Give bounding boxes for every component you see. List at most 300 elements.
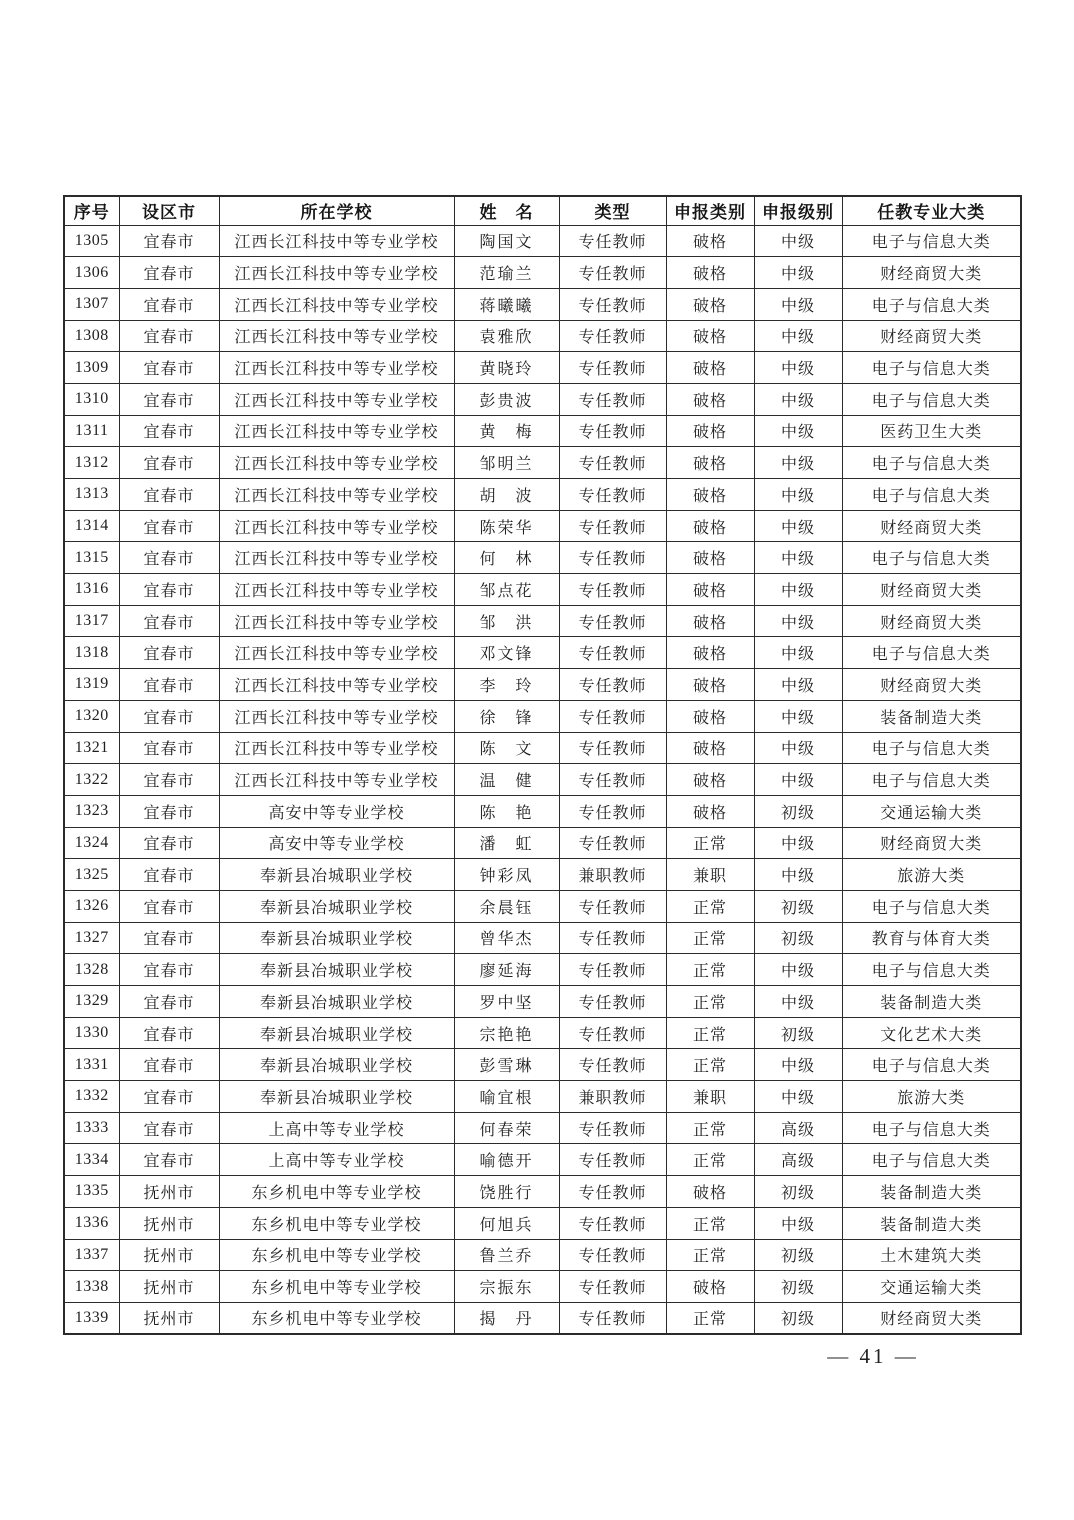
cell-major_category: 电子与信息大类 [842, 954, 1021, 986]
cell-school: 奉新县冶城职业学校 [219, 986, 454, 1018]
cell-city: 宜春市 [119, 795, 219, 827]
cell-apply_category: 破格 [666, 1176, 754, 1208]
cell-index: 1329 [64, 986, 119, 1018]
cell-type: 专任教师 [559, 1207, 666, 1239]
cell-city: 宜春市 [119, 225, 219, 257]
cell-type: 专任教师 [559, 320, 666, 352]
cell-apply_category: 正常 [666, 954, 754, 986]
column-header-apply_category: 申报类别 [666, 196, 754, 225]
cell-school: 东乡机电中等专业学校 [219, 1176, 454, 1208]
cell-major_category: 电子与信息大类 [842, 352, 1021, 384]
cell-major_category: 电子与信息大类 [842, 542, 1021, 574]
cell-name: 喻宜根 [454, 1081, 559, 1113]
cell-apply_category: 破格 [666, 732, 754, 764]
cell-school: 江西长江科技中等专业学校 [219, 669, 454, 701]
column-header-city: 设区市 [119, 196, 219, 225]
cell-name: 蒋曦曦 [454, 288, 559, 320]
cell-type: 专任教师 [559, 764, 666, 796]
cell-index: 1331 [64, 1049, 119, 1081]
cell-apply_level: 中级 [754, 574, 842, 606]
cell-apply_category: 破格 [666, 447, 754, 479]
cell-apply_level: 初级 [754, 890, 842, 922]
cell-apply_category: 正常 [666, 1112, 754, 1144]
cell-name: 鲁兰乔 [454, 1239, 559, 1271]
cell-type: 专任教师 [559, 383, 666, 415]
cell-name: 袁雅欣 [454, 320, 559, 352]
cell-type: 专任教师 [559, 986, 666, 1018]
cell-type: 兼职教师 [559, 1081, 666, 1113]
cell-school: 江西长江科技中等专业学校 [219, 415, 454, 447]
cell-school: 东乡机电中等专业学校 [219, 1239, 454, 1271]
cell-major_category: 电子与信息大类 [842, 890, 1021, 922]
cell-apply_level: 高级 [754, 1112, 842, 1144]
cell-name: 陈荣华 [454, 510, 559, 542]
cell-apply_category: 破格 [666, 1271, 754, 1303]
cell-apply_level: 中级 [754, 859, 842, 891]
cell-city: 宜春市 [119, 890, 219, 922]
table-row [64, 1049, 1021, 1081]
cell-index: 1308 [64, 320, 119, 352]
cell-apply_category: 破格 [666, 479, 754, 511]
cell-city: 宜春市 [119, 859, 219, 891]
table-row [64, 1271, 1021, 1303]
table-row [64, 225, 1021, 257]
cell-type: 专任教师 [559, 637, 666, 669]
cell-apply_level: 中级 [754, 605, 842, 637]
cell-school: 江西长江科技中等专业学校 [219, 764, 454, 796]
cell-name: 邹明兰 [454, 447, 559, 479]
cell-major_category: 电子与信息大类 [842, 447, 1021, 479]
cell-apply_category: 破格 [666, 510, 754, 542]
cell-city: 宜春市 [119, 1081, 219, 1113]
cell-city: 宜春市 [119, 479, 219, 511]
table-row [64, 1207, 1021, 1239]
cell-school: 高安中等专业学校 [219, 795, 454, 827]
cell-apply_category: 正常 [666, 1017, 754, 1049]
cell-apply_category: 破格 [666, 764, 754, 796]
cell-major_category: 电子与信息大类 [842, 225, 1021, 257]
cell-city: 宜春市 [119, 447, 219, 479]
cell-school: 江西长江科技中等专业学校 [219, 510, 454, 542]
column-header-name: 姓 名 [454, 196, 559, 225]
cell-major_category: 电子与信息大类 [842, 479, 1021, 511]
cell-school: 江西长江科技中等专业学校 [219, 574, 454, 606]
cell-apply_category: 正常 [666, 1207, 754, 1239]
cell-apply_level: 中级 [754, 479, 842, 511]
cell-school: 上高中等专业学校 [219, 1144, 454, 1176]
cell-major_category: 财经商贸大类 [842, 1302, 1021, 1334]
cell-school: 江西长江科技中等专业学校 [219, 383, 454, 415]
table-row [64, 1176, 1021, 1208]
cell-index: 1338 [64, 1271, 119, 1303]
cell-city: 宜春市 [119, 1049, 219, 1081]
cell-index: 1313 [64, 479, 119, 511]
table-row [64, 827, 1021, 859]
cell-apply_level: 中级 [754, 542, 842, 574]
cell-apply_level: 初级 [754, 1176, 842, 1208]
table-row [64, 954, 1021, 986]
cell-name: 胡 波 [454, 479, 559, 511]
cell-apply_category: 正常 [666, 1239, 754, 1271]
cell-school: 江西长江科技中等专业学校 [219, 637, 454, 669]
cell-major_category: 电子与信息大类 [842, 1112, 1021, 1144]
cell-school: 江西长江科技中等专业学校 [219, 447, 454, 479]
column-header-major_category: 任教专业大类 [842, 196, 1021, 225]
table-row [64, 1144, 1021, 1176]
cell-major_category: 教育与体育大类 [842, 922, 1021, 954]
cell-city: 宜春市 [119, 605, 219, 637]
cell-city: 宜春市 [119, 574, 219, 606]
cell-index: 1332 [64, 1081, 119, 1113]
cell-index: 1317 [64, 605, 119, 637]
cell-major_category: 电子与信息大类 [842, 1144, 1021, 1176]
cell-apply_level: 中级 [754, 447, 842, 479]
cell-school: 奉新县冶城职业学校 [219, 1049, 454, 1081]
cell-name: 彭贵波 [454, 383, 559, 415]
cell-index: 1335 [64, 1176, 119, 1208]
cell-school: 奉新县冶城职业学校 [219, 954, 454, 986]
cell-apply_level: 初级 [754, 1271, 842, 1303]
table-row [64, 479, 1021, 511]
cell-apply_category: 正常 [666, 827, 754, 859]
cell-name: 何 林 [454, 542, 559, 574]
cell-apply_category: 正常 [666, 1144, 754, 1176]
cell-name: 陈 艳 [454, 795, 559, 827]
cell-apply_level: 中级 [754, 288, 842, 320]
table-row [64, 669, 1021, 701]
cell-name: 喻德开 [454, 1144, 559, 1176]
table-body [64, 225, 1021, 1334]
cell-name: 彭雪琳 [454, 1049, 559, 1081]
cell-city: 宜春市 [119, 922, 219, 954]
cell-school: 奉新县冶城职业学校 [219, 1017, 454, 1049]
cell-apply_level: 中级 [754, 637, 842, 669]
table-row [64, 986, 1021, 1018]
table-row [64, 1302, 1021, 1334]
cell-city: 宜春市 [119, 1112, 219, 1144]
cell-name: 钟彩凤 [454, 859, 559, 891]
table-row [64, 574, 1021, 606]
cell-city: 宜春市 [119, 542, 219, 574]
cell-major_category: 财经商贸大类 [842, 605, 1021, 637]
cell-type: 专任教师 [559, 1176, 666, 1208]
table-row [64, 1017, 1021, 1049]
cell-apply_level: 中级 [754, 1207, 842, 1239]
cell-name: 范瑜兰 [454, 257, 559, 289]
cell-index: 1315 [64, 542, 119, 574]
cell-type: 专任教师 [559, 1112, 666, 1144]
cell-type: 专任教师 [559, 700, 666, 732]
cell-major_category: 财经商贸大类 [842, 827, 1021, 859]
cell-school: 奉新县冶城职业学校 [219, 1081, 454, 1113]
cell-city: 宜春市 [119, 827, 219, 859]
table-row [64, 922, 1021, 954]
table-row [64, 605, 1021, 637]
table-row [64, 795, 1021, 827]
cell-apply_level: 中级 [754, 1081, 842, 1113]
cell-name: 徐 锋 [454, 700, 559, 732]
cell-school: 奉新县冶城职业学校 [219, 922, 454, 954]
cell-major_category: 财经商贸大类 [842, 510, 1021, 542]
table-row [64, 257, 1021, 289]
cell-type: 专任教师 [559, 795, 666, 827]
cell-apply_level: 中级 [754, 320, 842, 352]
cell-city: 宜春市 [119, 415, 219, 447]
cell-index: 1320 [64, 700, 119, 732]
cell-type: 专任教师 [559, 225, 666, 257]
cell-city: 宜春市 [119, 732, 219, 764]
cell-name: 揭 丹 [454, 1302, 559, 1334]
cell-name: 曾华杰 [454, 922, 559, 954]
cell-city: 宜春市 [119, 700, 219, 732]
table-row [64, 288, 1021, 320]
cell-city: 抚州市 [119, 1176, 219, 1208]
cell-apply_category: 破格 [666, 795, 754, 827]
table-row [64, 1239, 1021, 1271]
cell-city: 宜春市 [119, 986, 219, 1018]
cell-major_category: 电子与信息大类 [842, 637, 1021, 669]
cell-index: 1306 [64, 257, 119, 289]
table-row [64, 447, 1021, 479]
cell-type: 专任教师 [559, 890, 666, 922]
cell-name: 李 玲 [454, 669, 559, 701]
cell-name: 潘 虹 [454, 827, 559, 859]
cell-apply_level: 中级 [754, 986, 842, 1018]
cell-school: 江西长江科技中等专业学校 [219, 225, 454, 257]
cell-major_category: 电子与信息大类 [842, 732, 1021, 764]
table-row [64, 1081, 1021, 1113]
cell-school: 江西长江科技中等专业学校 [219, 352, 454, 384]
cell-major_category: 土木建筑大类 [842, 1239, 1021, 1271]
cell-apply_level: 中级 [754, 732, 842, 764]
cell-index: 1321 [64, 732, 119, 764]
cell-city: 宜春市 [119, 1144, 219, 1176]
cell-apply_category: 正常 [666, 890, 754, 922]
cell-type: 专任教师 [559, 510, 666, 542]
cell-apply_level: 初级 [754, 1239, 842, 1271]
cell-apply_level: 中级 [754, 415, 842, 447]
cell-index: 1325 [64, 859, 119, 891]
cell-name: 陈 文 [454, 732, 559, 764]
cell-city: 宜春市 [119, 257, 219, 289]
cell-index: 1334 [64, 1144, 119, 1176]
cell-name: 何旭兵 [454, 1207, 559, 1239]
column-header-apply_level: 申报级别 [754, 196, 842, 225]
cell-major_category: 财经商贸大类 [842, 320, 1021, 352]
cell-city: 抚州市 [119, 1271, 219, 1303]
cell-name: 宗振东 [454, 1271, 559, 1303]
cell-apply_category: 正常 [666, 1049, 754, 1081]
cell-apply_level: 中级 [754, 764, 842, 796]
table-row [64, 415, 1021, 447]
cell-school: 江西长江科技中等专业学校 [219, 605, 454, 637]
cell-apply_category: 破格 [666, 669, 754, 701]
cell-apply_level: 初级 [754, 922, 842, 954]
cell-apply_level: 中级 [754, 352, 842, 384]
cell-city: 宜春市 [119, 383, 219, 415]
cell-major_category: 旅游大类 [842, 1081, 1021, 1113]
cell-city: 抚州市 [119, 1302, 219, 1334]
cell-index: 1318 [64, 637, 119, 669]
column-header-type: 类型 [559, 196, 666, 225]
cell-school: 江西长江科技中等专业学校 [219, 700, 454, 732]
cell-apply_category: 破格 [666, 225, 754, 257]
cell-apply_level: 中级 [754, 954, 842, 986]
cell-index: 1310 [64, 383, 119, 415]
cell-school: 高安中等专业学校 [219, 827, 454, 859]
table-row [64, 510, 1021, 542]
cell-apply_category: 破格 [666, 257, 754, 289]
cell-apply_category: 破格 [666, 415, 754, 447]
cell-type: 专任教师 [559, 827, 666, 859]
cell-major_category: 电子与信息大类 [842, 383, 1021, 415]
cell-city: 宜春市 [119, 637, 219, 669]
cell-type: 专任教师 [559, 732, 666, 764]
cell-name: 温 健 [454, 764, 559, 796]
cell-city: 宜春市 [119, 1017, 219, 1049]
cell-school: 东乡机电中等专业学校 [219, 1207, 454, 1239]
table-row [64, 542, 1021, 574]
cell-type: 专任教师 [559, 1302, 666, 1334]
cell-major_category: 交通运输大类 [842, 795, 1021, 827]
cell-index: 1314 [64, 510, 119, 542]
cell-name: 廖延海 [454, 954, 559, 986]
cell-apply_category: 破格 [666, 574, 754, 606]
cell-city: 宜春市 [119, 320, 219, 352]
cell-apply_category: 破格 [666, 542, 754, 574]
table-row [64, 859, 1021, 891]
cell-apply_category: 破格 [666, 320, 754, 352]
cell-apply_category: 破格 [666, 637, 754, 669]
cell-school: 江西长江科技中等专业学校 [219, 320, 454, 352]
cell-index: 1322 [64, 764, 119, 796]
cell-name: 余晨钰 [454, 890, 559, 922]
cell-apply_category: 兼职 [666, 859, 754, 891]
table-row [64, 352, 1021, 384]
cell-major_category: 装备制造大类 [842, 1176, 1021, 1208]
cell-major_category: 交通运输大类 [842, 1271, 1021, 1303]
cell-city: 抚州市 [119, 1207, 219, 1239]
cell-city: 宜春市 [119, 954, 219, 986]
cell-major_category: 电子与信息大类 [842, 764, 1021, 796]
table-row [64, 764, 1021, 796]
cell-type: 专任教师 [559, 542, 666, 574]
cell-school: 江西长江科技中等专业学校 [219, 479, 454, 511]
cell-index: 1339 [64, 1302, 119, 1334]
cell-city: 宜春市 [119, 510, 219, 542]
cell-apply_category: 兼职 [666, 1081, 754, 1113]
cell-type: 专任教师 [559, 479, 666, 511]
cell-index: 1305 [64, 225, 119, 257]
cell-school: 上高中等专业学校 [219, 1112, 454, 1144]
column-header-school: 所在学校 [219, 196, 454, 225]
cell-type: 专任教师 [559, 922, 666, 954]
cell-apply_level: 初级 [754, 795, 842, 827]
column-header-index: 序号 [64, 196, 119, 225]
cell-school: 东乡机电中等专业学校 [219, 1271, 454, 1303]
cell-apply_category: 正常 [666, 1302, 754, 1334]
cell-major_category: 电子与信息大类 [842, 1049, 1021, 1081]
cell-apply_level: 高级 [754, 1144, 842, 1176]
cell-index: 1330 [64, 1017, 119, 1049]
cell-major_category: 财经商贸大类 [842, 257, 1021, 289]
cell-name: 黄晓玲 [454, 352, 559, 384]
cell-apply_category: 正常 [666, 986, 754, 1018]
cell-school: 江西长江科技中等专业学校 [219, 732, 454, 764]
cell-index: 1324 [64, 827, 119, 859]
cell-city: 抚州市 [119, 1239, 219, 1271]
cell-school: 奉新县冶城职业学校 [219, 859, 454, 891]
table-row [64, 383, 1021, 415]
cell-school: 东乡机电中等专业学校 [219, 1302, 454, 1334]
cell-major_category: 医药卫生大类 [842, 415, 1021, 447]
cell-apply_level: 中级 [754, 1049, 842, 1081]
cell-school: 江西长江科技中等专业学校 [219, 288, 454, 320]
cell-apply_level: 初级 [754, 1302, 842, 1334]
cell-type: 专任教师 [559, 574, 666, 606]
cell-apply_level: 初级 [754, 1017, 842, 1049]
cell-index: 1316 [64, 574, 119, 606]
cell-major_category: 装备制造大类 [842, 700, 1021, 732]
cell-city: 宜春市 [119, 669, 219, 701]
cell-type: 专任教师 [559, 1017, 666, 1049]
table-row [64, 320, 1021, 352]
cell-type: 专任教师 [559, 352, 666, 384]
cell-name: 邹 洪 [454, 605, 559, 637]
cell-type: 专任教师 [559, 1049, 666, 1081]
cell-type: 专任教师 [559, 605, 666, 637]
table-row [64, 732, 1021, 764]
cell-city: 宜春市 [119, 288, 219, 320]
cell-type: 专任教师 [559, 257, 666, 289]
cell-name: 罗中坚 [454, 986, 559, 1018]
cell-apply_level: 中级 [754, 225, 842, 257]
cell-index: 1307 [64, 288, 119, 320]
cell-apply_category: 破格 [666, 383, 754, 415]
cell-apply_level: 中级 [754, 827, 842, 859]
cell-type: 专任教师 [559, 1144, 666, 1176]
cell-index: 1328 [64, 954, 119, 986]
cell-apply_level: 中级 [754, 257, 842, 289]
cell-apply_level: 中级 [754, 510, 842, 542]
cell-major_category: 电子与信息大类 [842, 288, 1021, 320]
cell-apply_category: 正常 [666, 922, 754, 954]
table-row [64, 637, 1021, 669]
cell-city: 宜春市 [119, 352, 219, 384]
cell-name: 宗艳艳 [454, 1017, 559, 1049]
cell-major_category: 财经商贸大类 [842, 574, 1021, 606]
cell-index: 1327 [64, 922, 119, 954]
cell-apply_category: 破格 [666, 352, 754, 384]
cell-type: 兼职教师 [559, 859, 666, 891]
cell-school: 奉新县冶城职业学校 [219, 890, 454, 922]
teacher-roster-table [63, 195, 1022, 1335]
cell-type: 专任教师 [559, 415, 666, 447]
cell-index: 1309 [64, 352, 119, 384]
cell-apply_level: 中级 [754, 669, 842, 701]
cell-type: 专任教师 [559, 447, 666, 479]
cell-apply_level: 中级 [754, 383, 842, 415]
table-row [64, 700, 1021, 732]
cell-apply_level: 中级 [754, 700, 842, 732]
cell-index: 1326 [64, 890, 119, 922]
cell-index: 1333 [64, 1112, 119, 1144]
cell-name: 何春荣 [454, 1112, 559, 1144]
cell-type: 专任教师 [559, 1239, 666, 1271]
cell-apply_category: 破格 [666, 605, 754, 637]
table-row [64, 1112, 1021, 1144]
cell-index: 1323 [64, 795, 119, 827]
